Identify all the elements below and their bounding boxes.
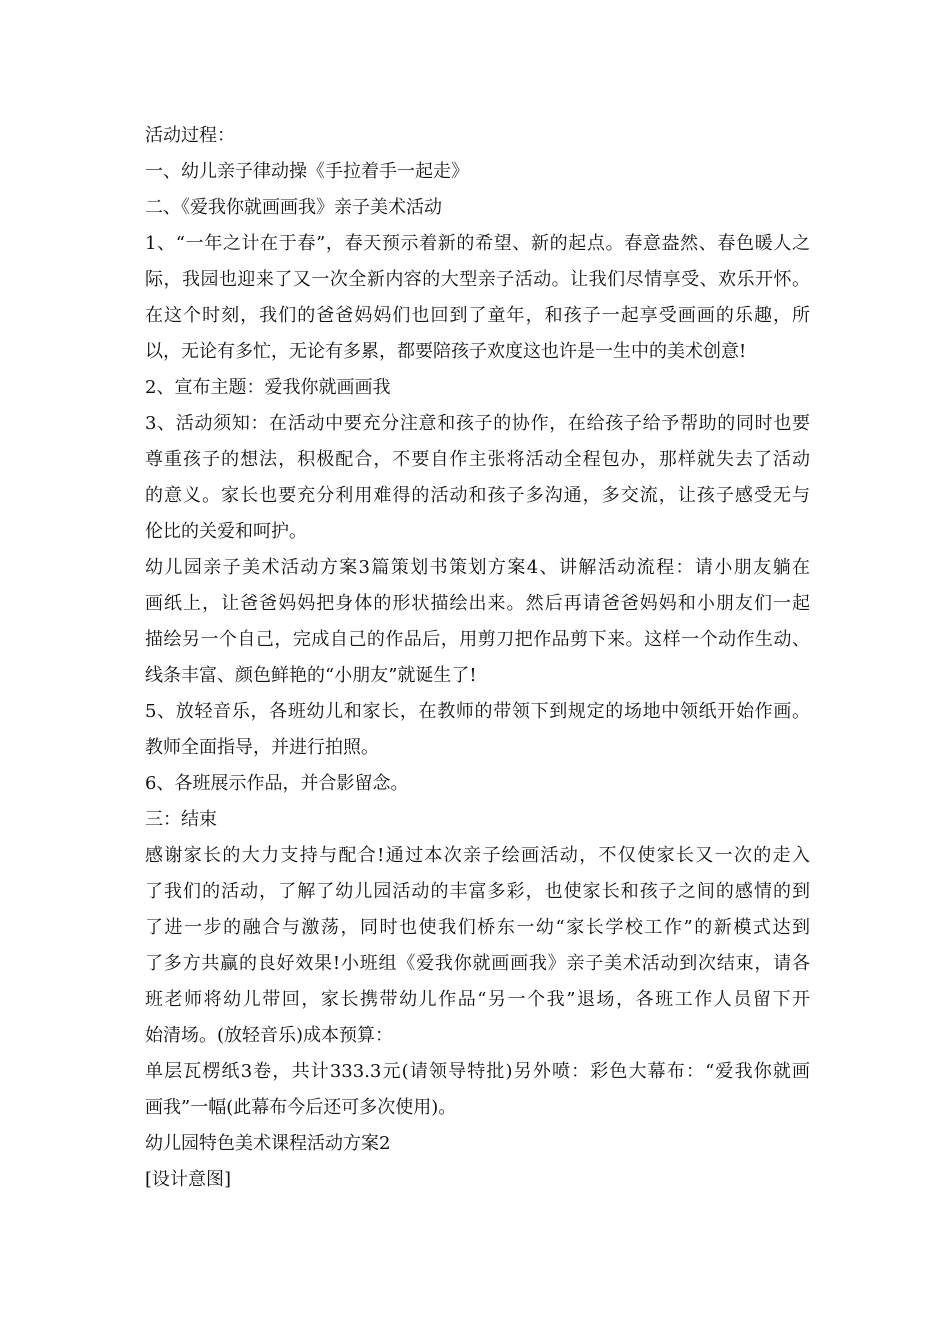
plan-two-title: 幼儿园特色美术课程活动方案2 <box>145 1133 391 1154</box>
paragraph-line: 了多方共赢的良好效果!小班组《爱我你就画画我》亲子美术活动到次结束，请各 <box>145 953 810 974</box>
paragraph-line: 的意义。家长也要充分利用难得的活动和孩子多沟通，多交流，让孩子感受无与 <box>145 485 810 506</box>
paragraph-line: 画纸上，让爸爸妈妈把身体的形状描绘出来。然后再请爸爸妈妈和小朋友们一起 <box>145 593 810 614</box>
paragraph-line: 描绘另一个自己，完成自己的作品后，用剪刀把作品剪下来。这样一个动作生动、 <box>145 629 810 650</box>
paragraph-line: 以，无论有多忙，无论有多累，都要陪孩子欢度这也许是一生中的美术创意! <box>145 341 747 362</box>
paragraph-line: 6、各班展示作品，并合影留念。 <box>145 773 409 794</box>
paragraph-line: 感谢家长的大力支持与配合!通过本次亲子绘画活动，不仅使家长又一次的走入 <box>145 845 810 866</box>
paragraph-line: 尊重孩子的想法，积极配合，不要自作主张将活动全程包办，那样就失去了活动 <box>145 449 810 470</box>
document-page <box>145 118 810 1198</box>
paragraph-line: 了我们的活动，了解了幼儿园活动的丰富多彩，也使家长和孩子之间的感情的到 <box>145 881 810 902</box>
section-three-title: 三：结束 <box>145 809 217 830</box>
paragraph-line: 了进一步的融合与激荡，同时也使我们桥东一幼“家长学校工作”的新模式达到 <box>145 917 810 938</box>
paragraph-line: 始清场。(放轻音乐)成本预算： <box>145 1025 394 1046</box>
heading-activity-process: 活动过程： <box>145 125 235 146</box>
paragraph-line: 幼儿园亲子美术活动方案3篇策划书策划方案4、讲解活动流程：请小朋友躺在 <box>145 557 810 578</box>
paragraph-line: 在这个时刻，我们的爸爸妈妈们也回到了童年，和孩子一起享受画画的乐趣，所 <box>145 305 810 326</box>
section-two-title: 二、《爱我你就画画我》亲子美术活动 <box>145 197 442 218</box>
paragraph-line: 单层瓦楞纸3卷，共计333.3元(请领导特批)另外喷：彩色大幕布：“爱我你就画 <box>145 1061 810 1082</box>
paragraph-line: 伦比的关爱和呵护。 <box>145 521 307 542</box>
design-intent-heading: [设计意图] <box>145 1169 232 1190</box>
paragraph-line: 际，我园也迎来了又一次全新内容的大型亲子活动。让我们尽情享受、欢乐开怀。 <box>145 269 810 290</box>
paragraph-line: 5、放轻音乐，各班幼儿和家长，在教师的带领下到规定的场地中领纸开始作画。 <box>145 701 810 722</box>
paragraph-line: 教师全面指导，并进行拍照。 <box>145 737 379 758</box>
paragraph-line: 画我”一幅(此幕布今后还可多次使用)。 <box>145 1097 457 1118</box>
paragraph-line: 3、活动须知：在活动中要充分注意和孩子的协作，在给孩子给予帮助的同时也要 <box>145 413 810 434</box>
theme-announcement: 2、宣布主题：爱我你就画画我 <box>145 377 391 398</box>
paragraph-line: 班老师将幼儿带回，家长携带幼儿作品“另一个我”退场，各班工作人员留下开 <box>145 989 810 1010</box>
paragraph-line: 线条丰富、颜色鲜艳的“小朋友”就诞生了! <box>145 665 477 686</box>
section-one-title: 一、幼儿亲子律动操《手拉着手一起走》 <box>145 161 469 182</box>
paragraph-line: 1、“一年之计在于春”，春天预示着新的希望、新的起点。春意盎然、春色暖人之 <box>145 233 810 254</box>
